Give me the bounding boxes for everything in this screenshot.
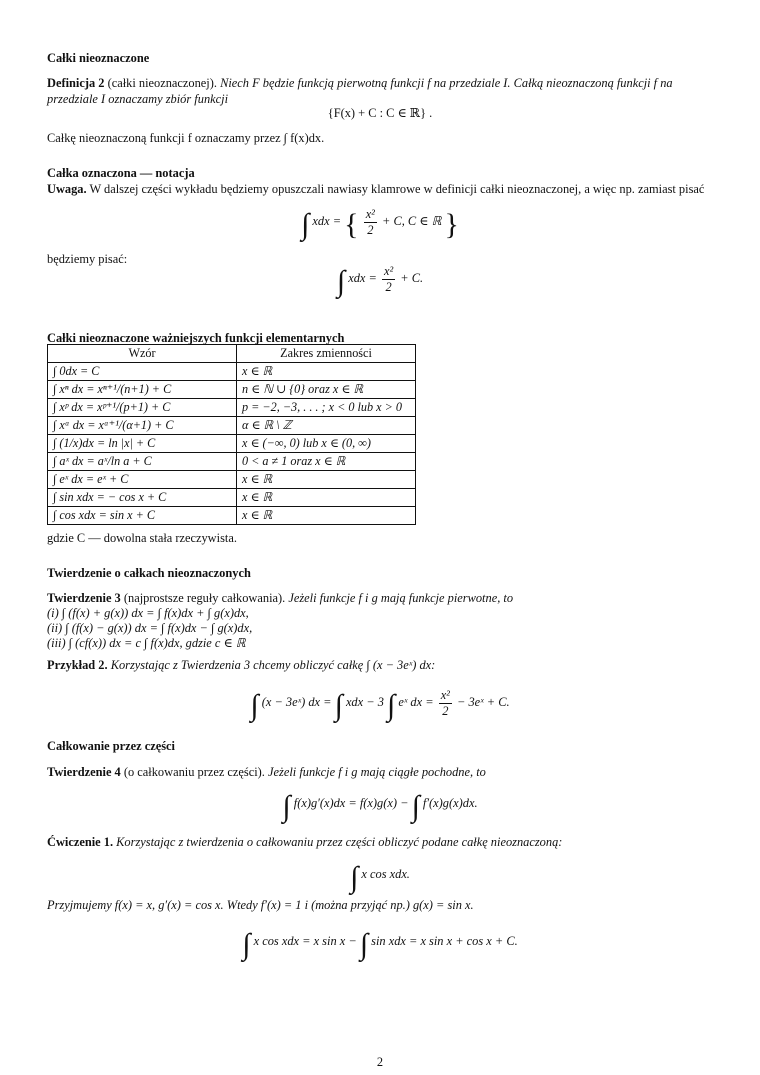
table-row <box>48 453 416 471</box>
right-brace: } <box>444 208 459 241</box>
table-row <box>48 417 416 435</box>
ex-eq-mid1: xdx − 3 <box>345 695 384 709</box>
remark-text: W dalszej części wykładu będziemy opuszczali nawiasy klamrowe w definicji całki nieoznaczonej, a więc np. zamiast pisać <box>89 182 705 196</box>
formula-cell: ∫ sin xdx = − cos x + C <box>48 489 237 507</box>
remark <box>47 181 717 197</box>
example-equation <box>0 686 760 725</box>
table-row <box>48 381 416 399</box>
integral-sign: ∫ <box>334 689 343 722</box>
table-row <box>48 489 416 507</box>
definition-2 <box>47 75 717 107</box>
eq2-denominator: 2 <box>385 279 392 294</box>
example-2 <box>47 657 717 673</box>
theorem-label: Twierdzenie 4 <box>47 765 121 779</box>
ex-eq-right: − 3eˣ + C. <box>457 695 510 709</box>
formula-cell: ∫ cos xdx = sin x + C <box>48 507 237 525</box>
range-cell: p = −2, −3, . . . ; x < 0 lub x > 0 <box>237 399 416 417</box>
ex-eq-mid2: eˣ dx = <box>398 695 434 709</box>
formula-cell: ∫ (1/x)dx = ln |x| + C <box>48 435 237 453</box>
integral-sign: ∫ <box>282 790 291 823</box>
thm-eq-right: f′(x)g(x)dx. <box>422 796 478 810</box>
example-text: Korzystając z Twierdzenia 3 chcemy obliczyć całkę ∫ (x − 3eˣ) dx: <box>110 658 436 672</box>
eq1-numerator: x² <box>365 206 375 221</box>
section-heading-by-parts: Całkowanie przez części <box>47 739 175 753</box>
ex-eq-denominator: 2 <box>442 703 449 718</box>
equation-short-notation <box>0 262 760 301</box>
left-brace: { <box>344 208 359 241</box>
table-row <box>48 363 416 381</box>
eq2-left: xdx = <box>348 271 377 285</box>
solution-left: x cos xdx = x sin x − <box>253 934 357 948</box>
write-text: będziemy pisać: <box>47 252 128 266</box>
theorem-text: Jeżeli funkcje f i g mają ciągłe pochodne, to <box>268 765 486 779</box>
eq2-numerator: x² <box>383 263 394 278</box>
definition-name: (całki nieoznaczonej). <box>107 76 217 90</box>
range-cell: n ∈ ℕ ∪ {0} oraz x ∈ ℝ <box>237 381 416 399</box>
rule-2: (ii) ∫ (f(x) − g(x)) dx = ∫ f(x)dx − ∫ g(x)dx, <box>47 621 253 635</box>
section-heading-indefinite-integrals: Całki nieoznaczone <box>47 51 150 65</box>
exercise-text: Korzystając z twierdzenia o całkowaniu przez części obliczyć podane całkę nieoznaczoną: <box>116 835 563 849</box>
eq1-right: + C, C ∈ ℝ <box>382 214 442 228</box>
table-row <box>48 471 416 489</box>
table-row <box>48 399 416 417</box>
range-cell: x ∈ ℝ <box>237 489 416 507</box>
formula-cell: ∫ aˣ dx = aˣ/ln a + C <box>48 453 237 471</box>
theorem-text: Jeżeli funkcje f i g mają funkcje pierwotne, to <box>288 591 514 605</box>
integral-sign: ∫ <box>411 790 420 823</box>
table-heading: Całki nieoznaczone ważniejszych funkcji elementarnych <box>47 331 345 345</box>
formula-cell: ∫ xᵖ dx = xᵖ⁺¹/(p+1) + C <box>48 399 237 417</box>
definition-set-formula: {F(x) + C : C ∈ ℝ} . <box>327 106 433 120</box>
integral-sign: ∫ <box>336 265 346 298</box>
integral-sign: ∫ <box>387 689 396 722</box>
section-heading-notation: Całka oznaczona — notacja <box>47 166 195 180</box>
formula-cell: ∫ eˣ dx = eˣ + C <box>48 471 237 489</box>
definition-notation: Całkę nieoznaczoną funkcji f oznaczamy przez ∫ f(x)dx. <box>47 131 325 145</box>
equation-set-notation <box>0 205 760 244</box>
solution-right: sin xdx = x sin x + cos x + C. <box>371 934 518 948</box>
table-note: gdzie C — dowolna stała rzeczywista. <box>47 531 237 545</box>
theorem-3 <box>47 590 717 606</box>
assumption-text: Przyjmujemy f(x) = x, g′(x) = cos x. Wtedy f′(x) = 1 i (można przyjąć np.) g(x) = sin x. <box>47 898 474 912</box>
theorem-label: Twierdzenie 3 <box>47 591 121 605</box>
ex-eq-fraction <box>439 688 452 719</box>
definition-label: Definicja 2 <box>47 76 105 90</box>
integral-sign: ∫ <box>350 861 359 894</box>
eq2-fraction <box>382 264 395 295</box>
range-cell: α ∈ ℝ \ ℤ <box>237 417 416 435</box>
eq1-fraction <box>364 207 377 238</box>
solution-equation <box>0 925 760 964</box>
range-cell: x ∈ ℝ <box>237 363 416 381</box>
integral-sign: ∫ <box>359 928 369 961</box>
eq1-denominator: 2 <box>367 222 374 237</box>
range-cell: x ∈ ℝ <box>237 507 416 525</box>
integral-sign: ∫ <box>301 208 310 241</box>
range-cell: x ∈ ℝ <box>237 471 416 489</box>
table-header-row <box>48 345 416 363</box>
formula-cell: ∫ 0dx = C <box>48 363 237 381</box>
range-cell: 0 < a ≠ 1 oraz x ∈ ℝ <box>237 453 416 471</box>
rule-1: (i) ∫ (f(x) + g(x)) dx = ∫ f(x)dx + ∫ g(x)dx, <box>47 606 249 620</box>
exercise-equation <box>0 858 760 897</box>
definition-text: Niech F będzie funkcją pierwotną funkcji f na przedziale I. Całką nieoznaczoną funkcji f na przedziale I oznaczamy zbiór funkcji <box>47 76 673 107</box>
integral-sign: ∫ <box>242 928 251 961</box>
integral-sign: ∫ <box>250 689 259 722</box>
formula-cell: ∫ xᵅ dx = xᵅ⁺¹/(α+1) + C <box>48 417 237 435</box>
theorem-4 <box>47 764 717 780</box>
by-parts-formula <box>0 787 760 826</box>
range-cell: x ∈ (−∞, 0) lub x ∈ (0, ∞) <box>237 435 416 453</box>
exercise-integral: x cos xdx. <box>361 867 410 881</box>
theorem-name: (o całkowaniu przez części). <box>123 765 265 779</box>
example-label: Przykład 2. <box>47 658 108 672</box>
table-row <box>48 435 416 453</box>
remark-label: Uwaga. <box>47 182 87 196</box>
eq2-right: + C. <box>400 271 424 285</box>
formula-cell: ∫ xⁿ dx = xⁿ⁺¹/(n+1) + C <box>48 381 237 399</box>
ex-eq-left: (x − 3eˣ) dx = <box>261 695 332 709</box>
exercise-label: Ćwiczenie 1. <box>47 835 114 849</box>
eq1-left: xdx = <box>312 214 342 228</box>
exercise-1 <box>47 834 717 850</box>
integral-table <box>47 344 416 525</box>
rule-3: (iii) ∫ (cf(x)) dx = c ∫ f(x)dx, gdzie c ∈ ℝ <box>47 636 246 650</box>
theorem-name: (najprostsze reguły całkowania). <box>123 591 286 605</box>
ex-eq-numerator: x² <box>440 687 450 702</box>
thm-eq-left: f(x)g′(x)dx = f(x)g(x) − <box>293 796 409 810</box>
table-row <box>48 507 416 525</box>
header-formula: Wzór <box>48 345 237 363</box>
header-range: Zakres zmienności <box>237 345 416 363</box>
section-heading-theorem: Twierdzenie o całkach nieoznaczonych <box>47 566 251 580</box>
page-number: 2 <box>376 1055 384 1069</box>
